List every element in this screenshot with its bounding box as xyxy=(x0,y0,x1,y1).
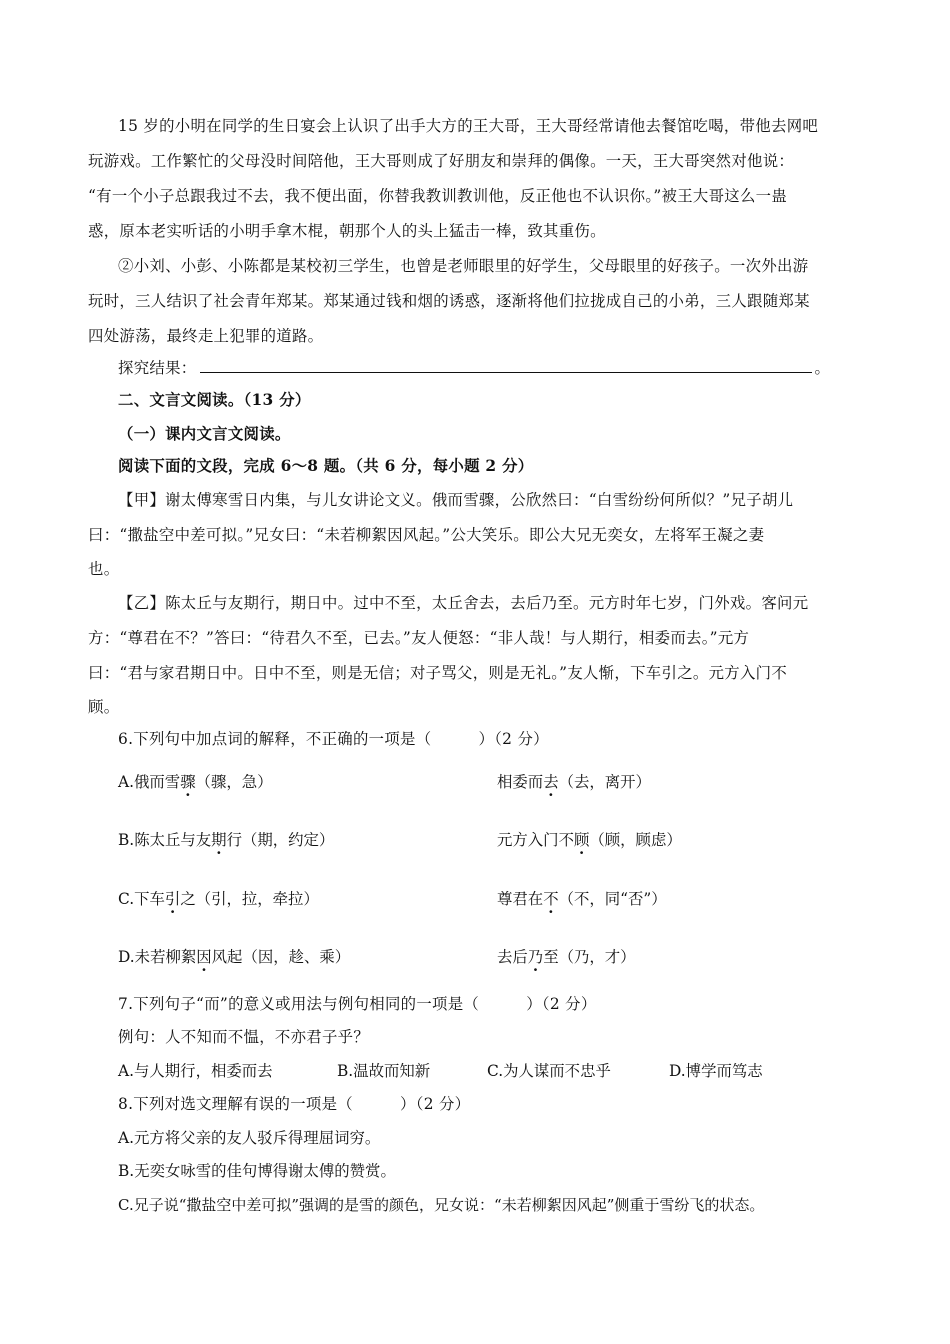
text-yi-line: 方：“尊君在不？”答曰：“待君久不至，已去。”友人便怒：“非人哉！与人期行，相委而去。”元方 xyxy=(88,629,750,647)
text-yi-line: 【乙】陈太丘与友期行，期日中。过中不至，太丘舍去，去后乃至。元方时年七岁，门外戏。客问元 xyxy=(118,594,809,612)
q7-option-d[interactable]: D.博学而笃志 xyxy=(669,1062,763,1080)
q6-option-d-right[interactable]: 去后乃至（乃，才） xyxy=(497,948,636,966)
question-7-example: 例句：人不知而不愠，不亦君子乎？ xyxy=(118,1028,370,1046)
text-yi-line: 顾。 xyxy=(88,698,120,716)
q7-option-a[interactable]: A.与人期行，相委而去 xyxy=(118,1062,273,1080)
q6-option-c-left[interactable]: C.下车引之（引，拉，牵拉） xyxy=(118,890,319,908)
instruction: 阅读下面的文段，完成 6～8 题。（共 6 分，每小题 2 分） xyxy=(118,457,534,475)
answer-blank[interactable] xyxy=(200,358,812,373)
q6-option-d-left[interactable]: D.未若柳絮因风起（因，趁、乘） xyxy=(118,948,351,966)
section-title: 二、文言文阅读。（13 分） xyxy=(118,391,311,409)
passage-line: ②小刘、小彭、小陈都是某校初三学生，也曾是老师眼里的好学生，父母眼里的好孩子。一次外出游 xyxy=(118,257,809,275)
passage-line: 玩游戏。工作繁忙的父母没时间陪他，王大哥则成了好朋友和崇拜的偶像。一天，王大哥突然对他说： xyxy=(88,152,795,170)
result-label: 探究结果： xyxy=(118,359,197,377)
q8-option-a[interactable]: A.元方将父亲的友人驳斥得理屈词穷。 xyxy=(118,1129,381,1147)
question-6-stem: 6.下列句中加点词的解释，不正确的一项是（ ）（2 分） xyxy=(118,730,549,748)
question-7-stem: 7.下列句子“而”的意义或用法与例句相同的一项是（ ）（2 分） xyxy=(118,995,597,1013)
subsection-title: （一）课内文言文阅读。 xyxy=(118,425,291,443)
passage-line: 玩时，三人结识了社会青年郑某。郑某通过钱和烟的诱惑，逐渐将他们拉拢成自己的小弟，三人跟随郑某 xyxy=(88,292,810,310)
q8-option-c[interactable]: C.兄子说“撒盐空中差可拟”强调的是雪的颜色，兄女说：“未若柳絮因风起”侧重于雪纷飞的状态。 xyxy=(118,1196,765,1214)
q8-option-b[interactable]: B.无奕女咏雪的佳句博得谢太傅的赞赏。 xyxy=(118,1162,396,1180)
passage-line: 15 岁的小明在同学的生日宴会上认识了出手大方的王大哥，王大哥经常请他去餐馆吃喝，带他去网吧 xyxy=(118,117,819,135)
text-jia-line: 也。 xyxy=(88,560,120,578)
q6-option-a-left[interactable]: A.俄而雪骤（骤，急） xyxy=(118,773,273,791)
q6-option-a-right[interactable]: 相委而去（去，离开） xyxy=(497,773,651,791)
q6-option-b-left[interactable]: B.陈太丘与友期行（期，约定） xyxy=(118,831,335,849)
q6-option-c-right[interactable]: 尊君在不（不，同“否”） xyxy=(497,890,667,908)
text-yi-line: 曰：“君与家君期日中。日中不至，则是无信；对子骂父，则是无礼。”友人惭，下车引之。元方入门不 xyxy=(88,664,788,682)
question-8-stem: 8.下列对选文理解有误的一项是（ ）（2 分） xyxy=(118,1095,471,1113)
result-end: 。 xyxy=(814,359,831,377)
text-jia-line: 曰：“撒盐空中差可拟。”兄女曰：“未若柳絮因风起。”公大笑乐。即公大兄无奕女，左将军王凝之妻 xyxy=(88,526,765,544)
passage-line: 四处游荡，最终走上犯罪的道路。 xyxy=(88,327,324,345)
text-jia-line: 【甲】谢太傅寒雪日内集，与儿女讲论文义。俄而雪骤，公欣然曰：“白雪纷纷何所似？”兄子胡儿 xyxy=(118,491,794,509)
result-answer-line xyxy=(118,358,830,378)
q7-option-b[interactable]: B.温故而知新 xyxy=(337,1062,431,1080)
q6-option-b-right[interactable]: 元方入门不顾（顾，顾虑） xyxy=(497,831,682,849)
q7-option-c[interactable]: C.为人谋而不忠乎 xyxy=(487,1062,611,1080)
passage-line: 惑，原本老实听话的小明手拿木棍，朝那个人的头上猛击一棒，致其重伤。 xyxy=(88,222,606,240)
passage-line: “有一个小子总跟我过不去，我不便出面，你替我教训教训他，反正他也不认识你。”被王大哥这么一蛊 xyxy=(88,187,788,205)
